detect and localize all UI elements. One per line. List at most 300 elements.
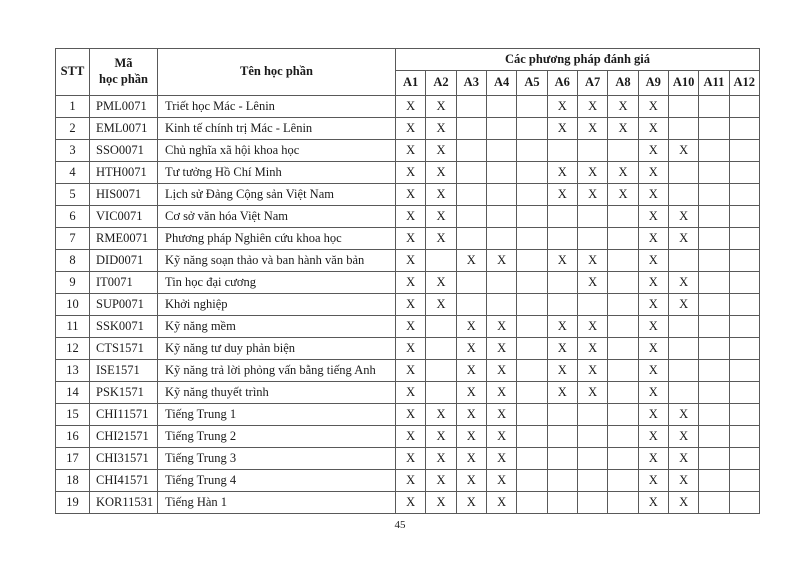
cell-mark-a6: X bbox=[547, 316, 577, 338]
cell-mark-a2: X bbox=[426, 272, 456, 294]
cell-mark-a1: X bbox=[396, 470, 426, 492]
cell-mark-a7: X bbox=[577, 96, 607, 118]
cell-mark-a9: X bbox=[638, 118, 668, 140]
cell-mark-a4: X bbox=[486, 404, 516, 426]
cell-mark-a12 bbox=[729, 404, 759, 426]
table-header-row-1 bbox=[56, 49, 760, 71]
cell-mark-a12 bbox=[729, 228, 759, 250]
cell-mark-a2: X bbox=[426, 294, 456, 316]
cell-mark-a10 bbox=[668, 96, 698, 118]
cell-mark-a12 bbox=[729, 206, 759, 228]
cell-course-name: Phương pháp Nghiên cứu khoa học bbox=[158, 228, 396, 250]
cell-mark-a8 bbox=[608, 294, 638, 316]
cell-mark-a6 bbox=[547, 272, 577, 294]
cell-mark-a4 bbox=[486, 184, 516, 206]
cell-mark-a3 bbox=[456, 162, 486, 184]
cell-mark-a6 bbox=[547, 426, 577, 448]
header-method-a1: A1 bbox=[396, 71, 426, 96]
cell-mark-a11 bbox=[699, 272, 729, 294]
cell-mark-a9: X bbox=[638, 250, 668, 272]
cell-mark-a7 bbox=[577, 206, 607, 228]
cell-mark-a11 bbox=[699, 316, 729, 338]
cell-mark-a5 bbox=[517, 228, 547, 250]
header-course-code-line2: học phần bbox=[99, 72, 148, 86]
cell-course-name: Kỹ năng thuyết trình bbox=[158, 382, 396, 404]
cell-course-name: Cơ sở văn hóa Việt Nam bbox=[158, 206, 396, 228]
cell-course-name: Kinh tế chính trị Mác - Lênin bbox=[158, 118, 396, 140]
cell-mark-a10: X bbox=[668, 404, 698, 426]
cell-mark-a3 bbox=[456, 206, 486, 228]
cell-mark-a1: X bbox=[396, 272, 426, 294]
cell-mark-a2 bbox=[426, 316, 456, 338]
cell-mark-a7 bbox=[577, 448, 607, 470]
cell-course-code: ISE1571 bbox=[90, 360, 158, 382]
cell-stt: 7 bbox=[56, 228, 90, 250]
cell-mark-a1: X bbox=[396, 184, 426, 206]
cell-mark-a6 bbox=[547, 228, 577, 250]
table-row bbox=[56, 470, 760, 492]
cell-mark-a12 bbox=[729, 448, 759, 470]
cell-course-name: Tin học đại cương bbox=[158, 272, 396, 294]
table-row bbox=[56, 228, 760, 250]
cell-mark-a9: X bbox=[638, 272, 668, 294]
cell-mark-a11 bbox=[699, 294, 729, 316]
cell-mark-a11 bbox=[699, 206, 729, 228]
cell-mark-a6: X bbox=[547, 118, 577, 140]
cell-stt: 4 bbox=[56, 162, 90, 184]
cell-mark-a3: X bbox=[456, 338, 486, 360]
cell-mark-a1: X bbox=[396, 118, 426, 140]
cell-mark-a8 bbox=[608, 338, 638, 360]
cell-mark-a1: X bbox=[396, 382, 426, 404]
cell-mark-a10 bbox=[668, 250, 698, 272]
cell-mark-a4: X bbox=[486, 426, 516, 448]
cell-course-code: CTS1571 bbox=[90, 338, 158, 360]
cell-mark-a4 bbox=[486, 272, 516, 294]
cell-course-code: SSO0071 bbox=[90, 140, 158, 162]
cell-stt: 16 bbox=[56, 426, 90, 448]
cell-mark-a6 bbox=[547, 470, 577, 492]
cell-course-name: Tiếng Trung 1 bbox=[158, 404, 396, 426]
cell-stt: 2 bbox=[56, 118, 90, 140]
cell-stt: 6 bbox=[56, 206, 90, 228]
cell-mark-a2: X bbox=[426, 96, 456, 118]
cell-mark-a7: X bbox=[577, 162, 607, 184]
page-number: 45 bbox=[394, 519, 406, 531]
header-method-a11: A11 bbox=[699, 71, 729, 96]
cell-mark-a10: X bbox=[668, 272, 698, 294]
cell-mark-a6: X bbox=[547, 360, 577, 382]
table-row bbox=[56, 96, 760, 118]
cell-stt: 17 bbox=[56, 448, 90, 470]
cell-mark-a12 bbox=[729, 118, 759, 140]
cell-mark-a1: X bbox=[396, 162, 426, 184]
cell-mark-a12 bbox=[729, 492, 759, 514]
cell-mark-a10: X bbox=[668, 470, 698, 492]
cell-mark-a8: X bbox=[608, 184, 638, 206]
cell-mark-a5 bbox=[517, 492, 547, 514]
cell-mark-a12 bbox=[729, 184, 759, 206]
cell-mark-a3 bbox=[456, 118, 486, 140]
cell-mark-a1: X bbox=[396, 96, 426, 118]
header-method-a5: A5 bbox=[517, 71, 547, 96]
cell-mark-a3 bbox=[456, 184, 486, 206]
cell-mark-a2 bbox=[426, 250, 456, 272]
header-method-a3: A3 bbox=[456, 71, 486, 96]
cell-mark-a11 bbox=[699, 228, 729, 250]
table-row bbox=[56, 382, 760, 404]
cell-mark-a12 bbox=[729, 272, 759, 294]
table-row bbox=[56, 272, 760, 294]
cell-mark-a3: X bbox=[456, 250, 486, 272]
cell-mark-a9: X bbox=[638, 140, 668, 162]
cell-mark-a2: X bbox=[426, 492, 456, 514]
cell-mark-a10 bbox=[668, 316, 698, 338]
cell-mark-a4: X bbox=[486, 470, 516, 492]
cell-mark-a2: X bbox=[426, 448, 456, 470]
cell-mark-a9: X bbox=[638, 294, 668, 316]
cell-mark-a3: X bbox=[456, 448, 486, 470]
cell-mark-a12 bbox=[729, 470, 759, 492]
cell-mark-a7 bbox=[577, 470, 607, 492]
header-stt: STT bbox=[56, 49, 90, 96]
cell-mark-a6 bbox=[547, 448, 577, 470]
cell-stt: 9 bbox=[56, 272, 90, 294]
cell-mark-a5 bbox=[517, 118, 547, 140]
cell-mark-a9: X bbox=[638, 426, 668, 448]
cell-mark-a5 bbox=[517, 426, 547, 448]
cell-course-code: HIS0071 bbox=[90, 184, 158, 206]
cell-mark-a1: X bbox=[396, 250, 426, 272]
cell-mark-a5 bbox=[517, 316, 547, 338]
cell-mark-a1: X bbox=[396, 316, 426, 338]
cell-mark-a11 bbox=[699, 184, 729, 206]
cell-mark-a10 bbox=[668, 184, 698, 206]
cell-course-name: Tư tưởng Hồ Chí Minh bbox=[158, 162, 396, 184]
cell-mark-a4: X bbox=[486, 492, 516, 514]
header-method-a7: A7 bbox=[577, 71, 607, 96]
cell-mark-a5 bbox=[517, 404, 547, 426]
cell-mark-a3 bbox=[456, 96, 486, 118]
cell-mark-a12 bbox=[729, 316, 759, 338]
cell-mark-a2: X bbox=[426, 426, 456, 448]
cell-mark-a1: X bbox=[396, 404, 426, 426]
cell-mark-a12 bbox=[729, 382, 759, 404]
cell-stt: 10 bbox=[56, 294, 90, 316]
cell-mark-a12 bbox=[729, 250, 759, 272]
cell-mark-a2 bbox=[426, 338, 456, 360]
cell-mark-a10: X bbox=[668, 206, 698, 228]
cell-mark-a9: X bbox=[638, 96, 668, 118]
cell-mark-a4: X bbox=[486, 316, 516, 338]
cell-mark-a12 bbox=[729, 426, 759, 448]
cell-mark-a7: X bbox=[577, 382, 607, 404]
cell-mark-a6 bbox=[547, 492, 577, 514]
cell-mark-a10: X bbox=[668, 228, 698, 250]
cell-mark-a7: X bbox=[577, 272, 607, 294]
cell-mark-a11 bbox=[699, 492, 729, 514]
table-row bbox=[56, 316, 760, 338]
cell-stt: 5 bbox=[56, 184, 90, 206]
table-row bbox=[56, 404, 760, 426]
cell-course-name: Chủ nghĩa xã hội khoa học bbox=[158, 140, 396, 162]
cell-mark-a4 bbox=[486, 118, 516, 140]
cell-stt: 18 bbox=[56, 470, 90, 492]
cell-mark-a5 bbox=[517, 96, 547, 118]
course-evaluation-table bbox=[55, 48, 760, 514]
header-method-a6: A6 bbox=[547, 71, 577, 96]
header-method-a8: A8 bbox=[608, 71, 638, 96]
cell-mark-a4 bbox=[486, 140, 516, 162]
cell-mark-a7: X bbox=[577, 184, 607, 206]
cell-mark-a9: X bbox=[638, 162, 668, 184]
cell-mark-a5 bbox=[517, 250, 547, 272]
cell-mark-a12 bbox=[729, 294, 759, 316]
cell-mark-a6 bbox=[547, 140, 577, 162]
cell-mark-a8 bbox=[608, 140, 638, 162]
cell-course-code: CHI31571 bbox=[90, 448, 158, 470]
cell-mark-a2 bbox=[426, 360, 456, 382]
cell-mark-a2: X bbox=[426, 206, 456, 228]
cell-course-name: Lịch sử Đảng Cộng sản Việt Nam bbox=[158, 184, 396, 206]
cell-mark-a11 bbox=[699, 470, 729, 492]
cell-mark-a5 bbox=[517, 140, 547, 162]
cell-mark-a5 bbox=[517, 184, 547, 206]
cell-course-name: Kỹ năng tư duy phản biện bbox=[158, 338, 396, 360]
cell-mark-a5 bbox=[517, 162, 547, 184]
cell-course-code: HTH0071 bbox=[90, 162, 158, 184]
cell-mark-a4: X bbox=[486, 382, 516, 404]
cell-mark-a11 bbox=[699, 382, 729, 404]
cell-stt: 8 bbox=[56, 250, 90, 272]
cell-mark-a11 bbox=[699, 448, 729, 470]
cell-mark-a8: X bbox=[608, 162, 638, 184]
cell-mark-a3: X bbox=[456, 360, 486, 382]
cell-mark-a9: X bbox=[638, 382, 668, 404]
cell-mark-a6: X bbox=[547, 250, 577, 272]
cell-mark-a6: X bbox=[547, 184, 577, 206]
cell-course-name: Tiếng Trung 2 bbox=[158, 426, 396, 448]
cell-course-name: Tiếng Hàn 1 bbox=[158, 492, 396, 514]
cell-mark-a10 bbox=[668, 162, 698, 184]
table-row bbox=[56, 294, 760, 316]
cell-mark-a10: X bbox=[668, 492, 698, 514]
cell-mark-a8: X bbox=[608, 118, 638, 140]
cell-mark-a2: X bbox=[426, 470, 456, 492]
cell-stt: 14 bbox=[56, 382, 90, 404]
cell-mark-a6 bbox=[547, 294, 577, 316]
table-row bbox=[56, 140, 760, 162]
cell-course-code: IT0071 bbox=[90, 272, 158, 294]
cell-mark-a9: X bbox=[638, 184, 668, 206]
cell-mark-a3: X bbox=[456, 492, 486, 514]
cell-stt: 11 bbox=[56, 316, 90, 338]
cell-mark-a9: X bbox=[638, 492, 668, 514]
header-method-a10: A10 bbox=[668, 71, 698, 96]
cell-mark-a6: X bbox=[547, 382, 577, 404]
table-row bbox=[56, 184, 760, 206]
cell-mark-a11 bbox=[699, 118, 729, 140]
cell-course-name: Triết học Mác - Lênin bbox=[158, 96, 396, 118]
cell-mark-a3 bbox=[456, 272, 486, 294]
cell-mark-a9: X bbox=[638, 360, 668, 382]
cell-mark-a8 bbox=[608, 426, 638, 448]
cell-mark-a9: X bbox=[638, 448, 668, 470]
cell-mark-a3 bbox=[456, 228, 486, 250]
cell-mark-a5 bbox=[517, 448, 547, 470]
cell-mark-a5 bbox=[517, 338, 547, 360]
cell-mark-a6 bbox=[547, 206, 577, 228]
cell-course-name: Kỹ năng trả lời phỏng vấn bằng tiếng Anh bbox=[158, 360, 396, 382]
header-method-a2: A2 bbox=[426, 71, 456, 96]
cell-mark-a2: X bbox=[426, 228, 456, 250]
cell-mark-a6 bbox=[547, 404, 577, 426]
cell-mark-a8 bbox=[608, 250, 638, 272]
cell-mark-a1: X bbox=[396, 448, 426, 470]
cell-course-name: Khởi nghiệp bbox=[158, 294, 396, 316]
cell-mark-a10: X bbox=[668, 294, 698, 316]
cell-mark-a10: X bbox=[668, 426, 698, 448]
cell-course-code: CHI41571 bbox=[90, 470, 158, 492]
cell-mark-a3: X bbox=[456, 470, 486, 492]
header-course-code bbox=[90, 49, 158, 96]
cell-mark-a7: X bbox=[577, 338, 607, 360]
cell-mark-a9: X bbox=[638, 338, 668, 360]
cell-mark-a1: X bbox=[396, 492, 426, 514]
cell-mark-a4 bbox=[486, 294, 516, 316]
header-method-a12: A12 bbox=[729, 71, 759, 96]
cell-mark-a5 bbox=[517, 360, 547, 382]
cell-course-name: Kỹ năng soạn thảo và ban hành văn bản bbox=[158, 250, 396, 272]
cell-course-code: SSK0071 bbox=[90, 316, 158, 338]
table-row bbox=[56, 426, 760, 448]
table-row bbox=[56, 206, 760, 228]
cell-stt: 15 bbox=[56, 404, 90, 426]
table-row bbox=[56, 118, 760, 140]
cell-mark-a7 bbox=[577, 404, 607, 426]
header-methods-group: Các phương pháp đánh giá bbox=[396, 49, 760, 71]
cell-mark-a12 bbox=[729, 140, 759, 162]
cell-course-code: RME0071 bbox=[90, 228, 158, 250]
cell-mark-a4 bbox=[486, 162, 516, 184]
cell-mark-a6: X bbox=[547, 338, 577, 360]
cell-mark-a7 bbox=[577, 426, 607, 448]
cell-mark-a8 bbox=[608, 470, 638, 492]
header-method-a4: A4 bbox=[486, 71, 516, 96]
cell-mark-a8 bbox=[608, 382, 638, 404]
cell-mark-a10 bbox=[668, 338, 698, 360]
cell-mark-a5 bbox=[517, 272, 547, 294]
cell-mark-a11 bbox=[699, 140, 729, 162]
cell-mark-a11 bbox=[699, 360, 729, 382]
cell-mark-a8 bbox=[608, 316, 638, 338]
cell-mark-a11 bbox=[699, 338, 729, 360]
cell-mark-a9: X bbox=[638, 228, 668, 250]
cell-mark-a4: X bbox=[486, 250, 516, 272]
cell-mark-a9: X bbox=[638, 206, 668, 228]
cell-mark-a12 bbox=[729, 360, 759, 382]
cell-mark-a8 bbox=[608, 272, 638, 294]
cell-mark-a8 bbox=[608, 228, 638, 250]
cell-mark-a5 bbox=[517, 470, 547, 492]
cell-mark-a12 bbox=[729, 338, 759, 360]
cell-mark-a7 bbox=[577, 294, 607, 316]
cell-course-code: EML0071 bbox=[90, 118, 158, 140]
cell-mark-a4 bbox=[486, 96, 516, 118]
table-row bbox=[56, 250, 760, 272]
cell-stt: 13 bbox=[56, 360, 90, 382]
cell-stt: 19 bbox=[56, 492, 90, 514]
table-row bbox=[56, 448, 760, 470]
cell-mark-a3: X bbox=[456, 316, 486, 338]
cell-mark-a2: X bbox=[426, 118, 456, 140]
cell-mark-a9: X bbox=[638, 470, 668, 492]
table-row bbox=[56, 492, 760, 514]
cell-mark-a6: X bbox=[547, 162, 577, 184]
header-method-a9: A9 bbox=[638, 71, 668, 96]
cell-mark-a10 bbox=[668, 360, 698, 382]
cell-mark-a9: X bbox=[638, 404, 668, 426]
cell-mark-a8: X bbox=[608, 96, 638, 118]
cell-stt: 3 bbox=[56, 140, 90, 162]
table-row bbox=[56, 338, 760, 360]
cell-mark-a1: X bbox=[396, 360, 426, 382]
cell-mark-a2: X bbox=[426, 184, 456, 206]
cell-mark-a4: X bbox=[486, 448, 516, 470]
cell-mark-a8 bbox=[608, 404, 638, 426]
cell-mark-a11 bbox=[699, 404, 729, 426]
cell-mark-a3: X bbox=[456, 426, 486, 448]
cell-mark-a1: X bbox=[396, 338, 426, 360]
cell-mark-a4 bbox=[486, 206, 516, 228]
cell-mark-a1: X bbox=[396, 140, 426, 162]
cell-mark-a8 bbox=[608, 492, 638, 514]
header-course-name: Tên học phần bbox=[158, 49, 396, 96]
cell-mark-a5 bbox=[517, 206, 547, 228]
cell-course-code: KOR11531 bbox=[90, 492, 158, 514]
cell-mark-a11 bbox=[699, 96, 729, 118]
cell-mark-a2 bbox=[426, 382, 456, 404]
cell-mark-a11 bbox=[699, 426, 729, 448]
cell-course-code: VIC0071 bbox=[90, 206, 158, 228]
cell-course-code: PSK1571 bbox=[90, 382, 158, 404]
cell-mark-a2: X bbox=[426, 162, 456, 184]
cell-mark-a11 bbox=[699, 250, 729, 272]
cell-course-name: Tiếng Trung 3 bbox=[158, 448, 396, 470]
cell-mark-a3 bbox=[456, 140, 486, 162]
cell-mark-a3 bbox=[456, 294, 486, 316]
cell-mark-a4: X bbox=[486, 338, 516, 360]
cell-mark-a12 bbox=[729, 96, 759, 118]
cell-mark-a8 bbox=[608, 448, 638, 470]
cell-mark-a11 bbox=[699, 162, 729, 184]
cell-mark-a7: X bbox=[577, 118, 607, 140]
cell-mark-a7 bbox=[577, 492, 607, 514]
header-course-code-line1: Mã bbox=[114, 56, 133, 71]
cell-course-code: DID0071 bbox=[90, 250, 158, 272]
cell-mark-a8 bbox=[608, 360, 638, 382]
cell-mark-a5 bbox=[517, 294, 547, 316]
cell-mark-a4 bbox=[486, 228, 516, 250]
cell-mark-a2: X bbox=[426, 404, 456, 426]
cell-mark-a6: X bbox=[547, 96, 577, 118]
cell-course-name: Tiếng Trung 4 bbox=[158, 470, 396, 492]
cell-course-code: PML0071 bbox=[90, 96, 158, 118]
cell-mark-a1: X bbox=[396, 294, 426, 316]
cell-mark-a10 bbox=[668, 118, 698, 140]
cell-mark-a1: X bbox=[396, 228, 426, 250]
cell-mark-a10 bbox=[668, 382, 698, 404]
